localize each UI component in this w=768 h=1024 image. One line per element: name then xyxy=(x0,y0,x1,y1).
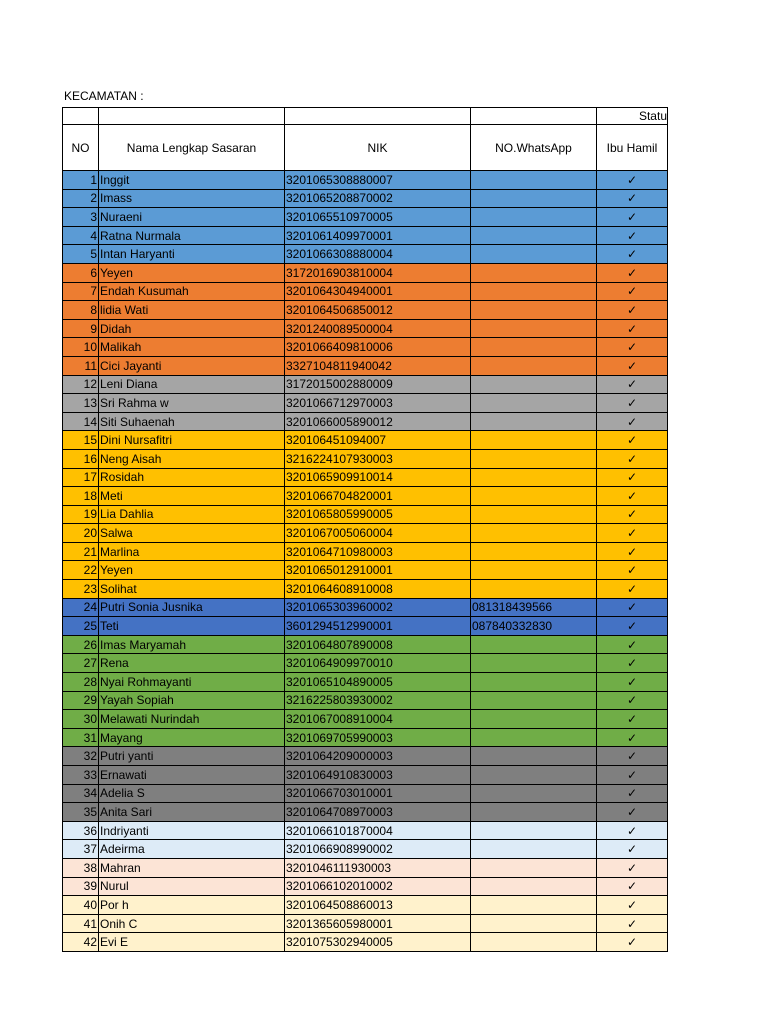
empty-cell[interactable] xyxy=(471,108,597,125)
whatsapp-cell[interactable] xyxy=(471,394,597,413)
table-row xyxy=(63,654,668,673)
name-cell[interactable]: lidia Wati xyxy=(99,301,285,320)
ibu-hamil-check-cell[interactable]: ✓ xyxy=(597,505,668,524)
ibu-hamil-check-cell[interactable]: ✓ xyxy=(597,710,668,729)
whatsapp-cell[interactable] xyxy=(471,840,597,859)
nik-cell[interactable]: 3172016903810004 xyxy=(285,263,471,282)
row-number-cell[interactable]: 1 xyxy=(63,171,99,190)
whatsapp-cell[interactable] xyxy=(471,208,597,227)
ibu-hamil-check-cell[interactable]: ✓ xyxy=(597,263,668,282)
ibu-hamil-check-cell[interactable]: ✓ xyxy=(597,245,668,264)
table-row xyxy=(63,803,668,822)
row-number-cell[interactable]: 13 xyxy=(63,394,99,413)
table-row xyxy=(63,673,668,692)
ibu-hamil-check-cell[interactable]: ✓ xyxy=(597,896,668,915)
row-number-cell[interactable]: 23 xyxy=(63,580,99,599)
name-cell[interactable]: Malikah xyxy=(99,338,285,357)
table-row xyxy=(63,449,668,468)
row-number-cell[interactable]: 21 xyxy=(63,542,99,561)
row-number-cell[interactable]: 7 xyxy=(63,282,99,301)
name-cell[interactable]: Melawati Nurindah xyxy=(99,710,285,729)
whatsapp-cell[interactable] xyxy=(471,449,597,468)
row-number-cell[interactable]: 20 xyxy=(63,524,99,543)
nik-cell[interactable]: 3201046111930003 xyxy=(285,858,471,877)
row-number-cell[interactable]: 40 xyxy=(63,896,99,915)
table-row xyxy=(63,505,668,524)
whatsapp-cell[interactable] xyxy=(471,263,597,282)
name-cell[interactable]: Adelia S xyxy=(99,784,285,803)
whatsapp-cell[interactable] xyxy=(471,375,597,394)
ibu-hamil-check-cell[interactable]: ✓ xyxy=(597,394,668,413)
table-row xyxy=(63,263,668,282)
ibu-hamil-check-cell[interactable]: ✓ xyxy=(597,412,668,431)
table-row xyxy=(63,561,668,580)
nik-cell[interactable]: 3601294512990001 xyxy=(285,617,471,636)
nik-cell[interactable]: 3201064910830003 xyxy=(285,766,471,785)
nik-cell[interactable]: 3201066005890012 xyxy=(285,412,471,431)
nik-cell[interactable]: 3172015002880009 xyxy=(285,375,471,394)
row-number-cell[interactable]: 4 xyxy=(63,226,99,245)
nik-cell[interactable]: 3201066102010002 xyxy=(285,877,471,896)
ibu-hamil-check-cell[interactable]: ✓ xyxy=(597,356,668,375)
ibu-hamil-check-cell[interactable]: ✓ xyxy=(597,673,668,692)
nik-cell[interactable]: 3201065303960002 xyxy=(285,598,471,617)
whatsapp-cell[interactable] xyxy=(471,171,597,190)
table-row xyxy=(63,431,668,450)
ibu-hamil-check-cell[interactable]: ✓ xyxy=(597,877,668,896)
ibu-hamil-check-cell[interactable]: ✓ xyxy=(597,691,668,710)
whatsapp-cell[interactable] xyxy=(471,301,597,320)
whatsapp-cell[interactable] xyxy=(471,487,597,506)
name-cell[interactable]: Yeyen xyxy=(99,561,285,580)
name-cell[interactable]: Ratna Nurmala xyxy=(99,226,285,245)
nik-cell[interactable]: 3201065308880007 xyxy=(285,171,471,190)
table-row xyxy=(63,245,668,264)
table-row xyxy=(63,933,668,952)
nik-cell[interactable]: 3201066101870004 xyxy=(285,821,471,840)
name-cell[interactable]: Por h xyxy=(99,896,285,915)
ibu-hamil-check-cell[interactable]: ✓ xyxy=(597,840,668,859)
whatsapp-cell[interactable] xyxy=(471,691,597,710)
column-header-nama[interactable]: Nama Lengkap Sasaran xyxy=(99,125,285,171)
whatsapp-cell[interactable] xyxy=(471,654,597,673)
nik-cell[interactable]: 3201065012910001 xyxy=(285,561,471,580)
table-row xyxy=(63,226,668,245)
nik-cell[interactable]: 3201064608910008 xyxy=(285,580,471,599)
ibu-hamil-check-cell[interactable]: ✓ xyxy=(597,431,668,450)
nik-cell[interactable]: 3201069705990003 xyxy=(285,728,471,747)
column-header-row xyxy=(63,125,668,171)
nik-cell[interactable]: 3201065909910014 xyxy=(285,468,471,487)
name-cell[interactable]: Salwa xyxy=(99,524,285,543)
row-number-cell[interactable]: 3 xyxy=(63,208,99,227)
table-row xyxy=(63,766,668,785)
name-cell[interactable]: Adeirma xyxy=(99,840,285,859)
table-row xyxy=(63,487,668,506)
nik-cell[interactable]: 3201075302940005 xyxy=(285,933,471,952)
ibu-hamil-check-cell[interactable]: ✓ xyxy=(597,635,668,654)
name-cell[interactable]: Solihat xyxy=(99,580,285,599)
row-number-cell[interactable]: 22 xyxy=(63,561,99,580)
whatsapp-cell[interactable] xyxy=(471,580,597,599)
whatsapp-cell[interactable] xyxy=(471,877,597,896)
name-cell[interactable]: Leni Diana xyxy=(99,375,285,394)
whatsapp-cell[interactable] xyxy=(471,338,597,357)
nik-cell[interactable]: 3327104811940042 xyxy=(285,356,471,375)
empty-cell[interactable] xyxy=(63,108,99,125)
name-cell[interactable]: Inggit xyxy=(99,171,285,190)
row-number-cell[interactable]: 11 xyxy=(63,356,99,375)
row-number-cell[interactable]: 15 xyxy=(63,431,99,450)
table-row xyxy=(63,524,668,543)
ibu-hamil-check-cell[interactable]: ✓ xyxy=(597,858,668,877)
ibu-hamil-check-cell[interactable]: ✓ xyxy=(597,189,668,208)
name-cell[interactable]: Yeyen xyxy=(99,263,285,282)
nik-cell[interactable]: 3201066308880004 xyxy=(285,245,471,264)
whatsapp-cell[interactable] xyxy=(471,561,597,580)
name-cell[interactable]: Nuraeni xyxy=(99,208,285,227)
nik-cell[interactable]: 3201066712970003 xyxy=(285,394,471,413)
nik-cell[interactable]: 3201066703010001 xyxy=(285,784,471,803)
table-row xyxy=(63,691,668,710)
name-cell[interactable]: Indriyanti xyxy=(99,821,285,840)
row-number-cell[interactable]: 32 xyxy=(63,747,99,766)
table-row xyxy=(63,319,668,338)
name-cell[interactable]: Meti xyxy=(99,487,285,506)
whatsapp-cell[interactable] xyxy=(471,914,597,933)
ibu-hamil-check-cell[interactable]: ✓ xyxy=(597,617,668,636)
row-number-cell[interactable]: 12 xyxy=(63,375,99,394)
table-row xyxy=(63,356,668,375)
name-cell[interactable]: Imas Maryamah xyxy=(99,635,285,654)
row-number-cell[interactable]: 37 xyxy=(63,840,99,859)
table-row xyxy=(63,821,668,840)
row-number-cell[interactable]: 17 xyxy=(63,468,99,487)
whatsapp-cell[interactable] xyxy=(471,468,597,487)
ibu-hamil-check-cell[interactable]: ✓ xyxy=(597,598,668,617)
nik-cell[interactable]: 3201061409970001 xyxy=(285,226,471,245)
ibu-hamil-check-cell[interactable]: ✓ xyxy=(597,766,668,785)
nik-cell[interactable]: 3201064209000003 xyxy=(285,747,471,766)
table-row xyxy=(63,301,668,320)
name-cell[interactable]: Mayang xyxy=(99,728,285,747)
row-number-cell[interactable]: 25 xyxy=(63,617,99,636)
nik-cell[interactable]: 3201067008910004 xyxy=(285,710,471,729)
whatsapp-cell[interactable] xyxy=(471,245,597,264)
ibu-hamil-check-cell[interactable]: ✓ xyxy=(597,914,668,933)
empty-cell[interactable] xyxy=(99,108,285,125)
row-number-cell[interactable]: 36 xyxy=(63,821,99,840)
row-number-cell[interactable]: 10 xyxy=(63,338,99,357)
table-row xyxy=(63,171,668,190)
name-cell[interactable]: Endah Kusumah xyxy=(99,282,285,301)
nik-cell[interactable]: 3201064506850012 xyxy=(285,301,471,320)
table-row xyxy=(63,468,668,487)
nik-cell[interactable]: 3216224107930003 xyxy=(285,449,471,468)
whatsapp-cell[interactable] xyxy=(471,412,597,431)
ibu-hamil-check-cell[interactable]: ✓ xyxy=(597,487,668,506)
ibu-hamil-check-cell[interactable]: ✓ xyxy=(597,301,668,320)
nik-cell[interactable]: 3201067005060004 xyxy=(285,524,471,543)
whatsapp-cell[interactable] xyxy=(471,766,597,785)
row-number-cell[interactable]: 9 xyxy=(63,319,99,338)
row-number-cell[interactable]: 18 xyxy=(63,487,99,506)
name-cell[interactable]: Anita Sari xyxy=(99,803,285,822)
nik-cell[interactable]: 3201064710980003 xyxy=(285,542,471,561)
ibu-hamil-check-cell[interactable]: ✓ xyxy=(597,375,668,394)
name-cell[interactable]: Rena xyxy=(99,654,285,673)
nik-cell[interactable]: 3201065104890005 xyxy=(285,673,471,692)
table-row xyxy=(63,189,668,208)
ibu-hamil-check-cell[interactable]: ✓ xyxy=(597,580,668,599)
nik-cell[interactable]: 320106451094007 xyxy=(285,431,471,450)
row-number-cell[interactable]: 5 xyxy=(63,245,99,264)
table-row xyxy=(63,375,668,394)
row-number-cell[interactable]: 28 xyxy=(63,673,99,692)
whatsapp-cell[interactable] xyxy=(471,189,597,208)
row-number-cell[interactable]: 24 xyxy=(63,598,99,617)
row-number-cell[interactable]: 2 xyxy=(63,189,99,208)
nik-cell[interactable]: 3201240089500004 xyxy=(285,319,471,338)
table-row xyxy=(63,598,668,617)
whatsapp-cell[interactable] xyxy=(471,747,597,766)
name-cell[interactable]: Ernawati xyxy=(99,766,285,785)
table-row xyxy=(63,896,668,915)
name-cell[interactable]: Nyai Rohmayanti xyxy=(99,673,285,692)
nik-cell[interactable]: 3201064807890008 xyxy=(285,635,471,654)
row-number-cell[interactable]: 39 xyxy=(63,877,99,896)
ibu-hamil-check-cell[interactable]: ✓ xyxy=(597,319,668,338)
whatsapp-cell[interactable] xyxy=(471,505,597,524)
ibu-hamil-check-cell[interactable]: ✓ xyxy=(597,226,668,245)
whatsapp-cell[interactable] xyxy=(471,635,597,654)
row-number-cell[interactable]: 8 xyxy=(63,301,99,320)
status-header[interactable]: Statu xyxy=(597,108,668,125)
table-row xyxy=(63,394,668,413)
column-header-nik[interactable]: NIK xyxy=(285,125,471,171)
row-number-cell[interactable]: 41 xyxy=(63,914,99,933)
ibu-hamil-check-cell[interactable]: ✓ xyxy=(597,561,668,580)
whatsapp-cell[interactable] xyxy=(471,282,597,301)
whatsapp-cell[interactable] xyxy=(471,431,597,450)
column-header-no[interactable]: NO xyxy=(63,125,99,171)
column-header-ibu-hamil[interactable]: Ibu Hamil xyxy=(597,125,668,171)
row-number-cell[interactable]: 30 xyxy=(63,710,99,729)
row-number-cell[interactable]: 34 xyxy=(63,784,99,803)
row-number-cell[interactable]: 6 xyxy=(63,263,99,282)
name-cell[interactable]: Nurul xyxy=(99,877,285,896)
table-row xyxy=(63,747,668,766)
table-row xyxy=(63,208,668,227)
nik-cell[interactable]: 3201065208870002 xyxy=(285,189,471,208)
ibu-hamil-check-cell[interactable]: ✓ xyxy=(597,933,668,952)
whatsapp-cell[interactable] xyxy=(471,784,597,803)
row-number-cell[interactable]: 27 xyxy=(63,654,99,673)
name-cell[interactable]: Cici Jayanti xyxy=(99,356,285,375)
table-row xyxy=(63,877,668,896)
nik-cell[interactable]: 3201065805990005 xyxy=(285,505,471,524)
column-header-whatsapp[interactable]: NO.WhatsApp xyxy=(471,125,597,171)
whatsapp-cell[interactable] xyxy=(471,710,597,729)
ibu-hamil-check-cell[interactable]: ✓ xyxy=(597,803,668,822)
nik-cell[interactable]: 3201064909970010 xyxy=(285,654,471,673)
nik-cell[interactable]: 3201365605980001 xyxy=(285,914,471,933)
whatsapp-cell[interactable] xyxy=(471,524,597,543)
empty-cell[interactable] xyxy=(285,108,471,125)
whatsapp-cell[interactable] xyxy=(471,226,597,245)
ibu-hamil-check-cell[interactable]: ✓ xyxy=(597,654,668,673)
ibu-hamil-check-cell[interactable]: ✓ xyxy=(597,171,668,190)
table-row xyxy=(63,412,668,431)
whatsapp-cell[interactable]: 081318439566 xyxy=(471,598,597,617)
whatsapp-cell[interactable] xyxy=(471,673,597,692)
nik-cell[interactable]: 3201064708970003 xyxy=(285,803,471,822)
name-cell[interactable]: Dini Nursafitri xyxy=(99,431,285,450)
nik-cell[interactable]: 3201065510970005 xyxy=(285,208,471,227)
row-number-cell[interactable]: 29 xyxy=(63,691,99,710)
ibu-hamil-check-cell[interactable]: ✓ xyxy=(597,468,668,487)
name-cell[interactable]: Intan Haryanti xyxy=(99,245,285,264)
status-group-row xyxy=(63,108,668,125)
ibu-hamil-check-cell[interactable]: ✓ xyxy=(597,524,668,543)
name-cell[interactable]: Teti xyxy=(99,617,285,636)
table-row xyxy=(63,580,668,599)
table-row xyxy=(63,542,668,561)
name-cell[interactable]: Putri yanti xyxy=(99,747,285,766)
ibu-hamil-check-cell[interactable]: ✓ xyxy=(597,282,668,301)
table-row xyxy=(63,282,668,301)
nik-cell[interactable]: 3201066704820001 xyxy=(285,487,471,506)
row-number-cell[interactable]: 16 xyxy=(63,449,99,468)
name-cell[interactable]: Siti Suhaenah xyxy=(99,412,285,431)
table-row xyxy=(63,784,668,803)
whatsapp-cell[interactable] xyxy=(471,933,597,952)
name-cell[interactable]: Neng Aisah xyxy=(99,449,285,468)
ibu-hamil-check-cell[interactable]: ✓ xyxy=(597,208,668,227)
name-cell[interactable]: Didah xyxy=(99,319,285,338)
row-number-cell[interactable]: 31 xyxy=(63,728,99,747)
row-number-cell[interactable]: 19 xyxy=(63,505,99,524)
table-row xyxy=(63,914,668,933)
name-cell[interactable]: Onih C xyxy=(99,914,285,933)
name-cell[interactable]: Yayah Sopiah xyxy=(99,691,285,710)
name-cell[interactable]: Evi E xyxy=(99,933,285,952)
ibu-hamil-check-cell[interactable]: ✓ xyxy=(597,784,668,803)
row-number-cell[interactable]: 38 xyxy=(63,858,99,877)
name-cell[interactable]: Mahran xyxy=(99,858,285,877)
table-row xyxy=(63,710,668,729)
whatsapp-cell[interactable] xyxy=(471,821,597,840)
name-cell[interactable]: Lia Dahlia xyxy=(99,505,285,524)
ibu-hamil-check-cell[interactable]: ✓ xyxy=(597,747,668,766)
nik-cell[interactable]: 3201066908990002 xyxy=(285,840,471,859)
data-table xyxy=(62,107,668,952)
whatsapp-cell[interactable] xyxy=(471,319,597,338)
ibu-hamil-check-cell[interactable]: ✓ xyxy=(597,542,668,561)
name-cell[interactable]: Marlina xyxy=(99,542,285,561)
nik-cell[interactable]: 3201066409810006 xyxy=(285,338,471,357)
whatsapp-cell[interactable] xyxy=(471,803,597,822)
nik-cell[interactable]: 3216225803930002 xyxy=(285,691,471,710)
table-row xyxy=(63,728,668,747)
name-cell[interactable]: Putri Sonia Jusnika xyxy=(99,598,285,617)
ibu-hamil-check-cell[interactable]: ✓ xyxy=(597,338,668,357)
row-number-cell[interactable]: 14 xyxy=(63,412,99,431)
table-row xyxy=(63,338,668,357)
whatsapp-cell[interactable] xyxy=(471,896,597,915)
whatsapp-cell[interactable] xyxy=(471,542,597,561)
table-row xyxy=(63,617,668,636)
row-number-cell[interactable]: 35 xyxy=(63,803,99,822)
table-row xyxy=(63,840,668,859)
row-number-cell[interactable]: 26 xyxy=(63,635,99,654)
ibu-hamil-check-cell[interactable]: ✓ xyxy=(597,449,668,468)
table-row xyxy=(63,635,668,654)
name-cell[interactable]: Rosidah xyxy=(99,468,285,487)
name-cell[interactable]: Imass xyxy=(99,189,285,208)
whatsapp-cell[interactable] xyxy=(471,356,597,375)
whatsapp-cell[interactable]: 087840332830 xyxy=(471,617,597,636)
whatsapp-cell[interactable] xyxy=(471,858,597,877)
name-cell[interactable]: Sri Rahma w xyxy=(99,394,285,413)
table-row xyxy=(63,858,668,877)
kecamatan-label: KECAMATAN : xyxy=(64,89,144,103)
row-number-cell[interactable]: 42 xyxy=(63,933,99,952)
nik-cell[interactable]: 3201064508860013 xyxy=(285,896,471,915)
ibu-hamil-check-cell[interactable]: ✓ xyxy=(597,728,668,747)
whatsapp-cell[interactable] xyxy=(471,728,597,747)
ibu-hamil-check-cell[interactable]: ✓ xyxy=(597,821,668,840)
row-number-cell[interactable]: 33 xyxy=(63,766,99,785)
nik-cell[interactable]: 3201064304940001 xyxy=(285,282,471,301)
